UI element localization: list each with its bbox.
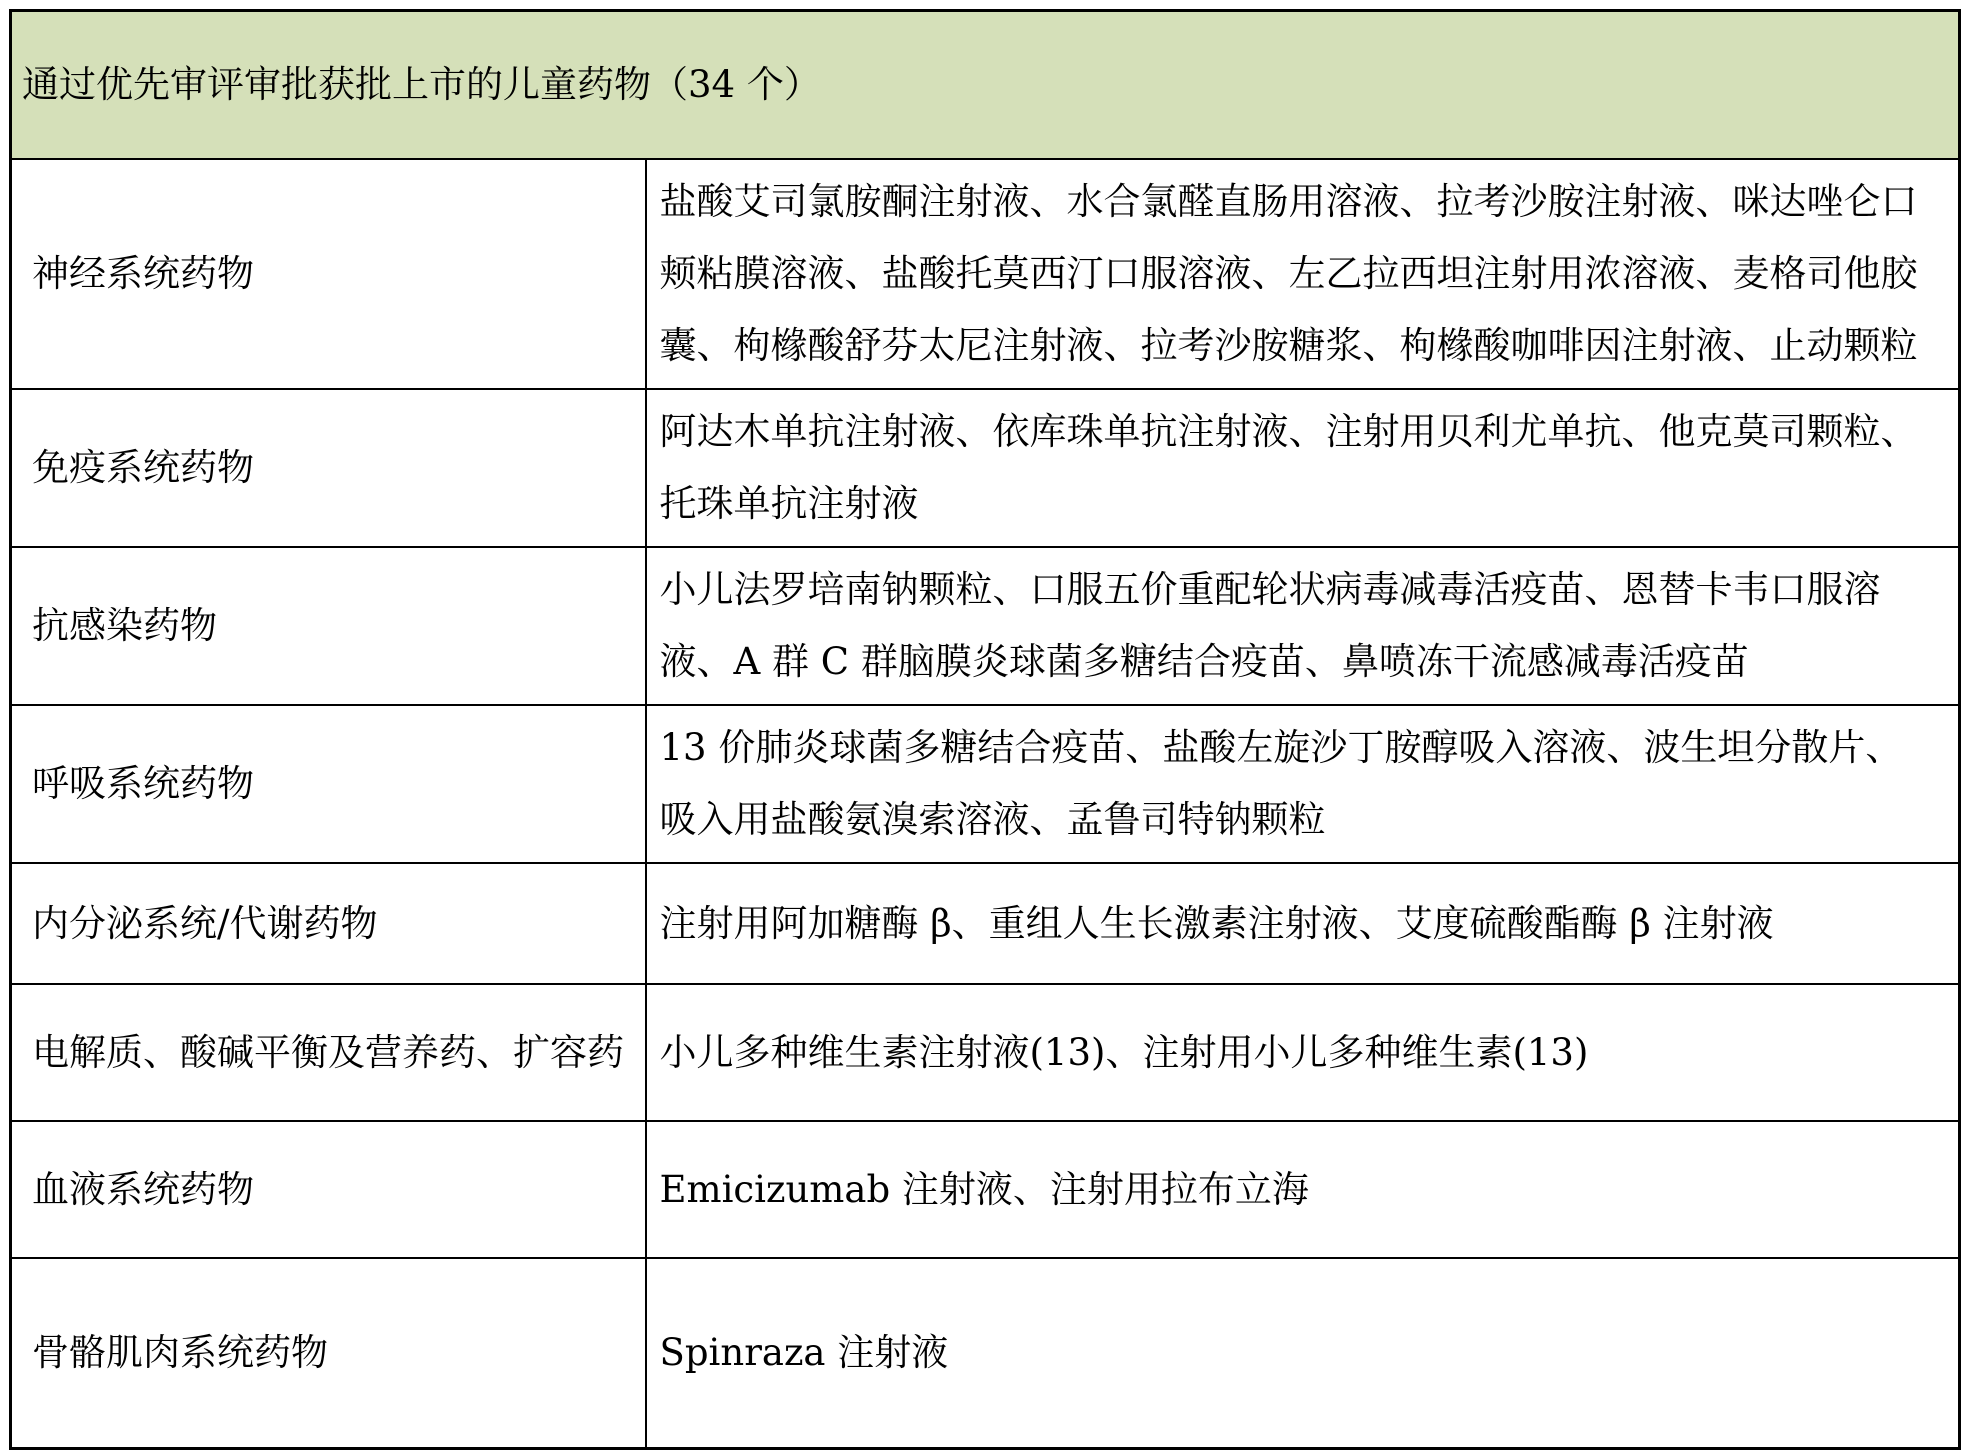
table-header-row [11,11,1960,160]
category-cell: 电解质、酸碱平衡及营养药、扩容药 [11,984,646,1121]
table-row [11,1258,1960,1448]
drugs-cell: 小儿法罗培南钠颗粒、口服五价重配轮状病毒减毒活疫苗、恩替卡韦口服溶液、A 群 C 群脑膜炎球菌多糖结合疫苗、鼻喷冻干流感减毒活疫苗 [646,547,1960,705]
table-row [11,863,1960,984]
table-title: 通过优先审评审批获批上市的儿童药物（34 个） [11,11,1960,160]
pediatric-drugs-table [9,9,1961,1450]
table-row [11,389,1960,547]
category-cell: 内分泌系统/代谢药物 [11,863,646,984]
table-row [11,705,1960,863]
category-cell: 呼吸系统药物 [11,705,646,863]
table-row [11,547,1960,705]
drugs-cell: 小儿多种维生素注射液(13)、注射用小儿多种维生素(13) [646,984,1960,1121]
drugs-cell: 阿达木单抗注射液、依库珠单抗注射液、注射用贝利尤单抗、他克莫司颗粒、托珠单抗注射液 [646,389,1960,547]
table-row [11,159,1960,389]
drugs-cell: Spinraza 注射液 [646,1258,1960,1448]
drugs-cell: Emicizumab 注射液、注射用拉布立海 [646,1121,1960,1258]
drugs-cell: 注射用阿加糖酶 β、重组人生长激素注射液、艾度硫酸酯酶 β 注射液 [646,863,1960,984]
category-cell: 骨骼肌肉系统药物 [11,1258,646,1448]
table-row [11,1121,1960,1258]
category-cell: 神经系统药物 [11,159,646,389]
category-cell: 血液系统药物 [11,1121,646,1258]
category-cell: 抗感染药物 [11,547,646,705]
drugs-cell: 13 价肺炎球菌多糖结合疫苗、盐酸左旋沙丁胺醇吸入溶液、波生坦分散片、吸入用盐酸氨溴索溶液、孟鲁司特钠颗粒 [646,705,1960,863]
drugs-cell: 盐酸艾司氯胺酮注射液、水合氯醛直肠用溶液、拉考沙胺注射液、咪达唑仑口颊粘膜溶液、盐酸托莫西汀口服溶液、左乙拉西坦注射用浓溶液、麦格司他胶囊、枸橼酸舒芬太尼注射液、拉考沙胺糖浆、枸橼酸咖啡因注射液、止动颗粒 [646,159,1960,389]
category-cell: 免疫系统药物 [11,389,646,547]
table-row [11,984,1960,1121]
